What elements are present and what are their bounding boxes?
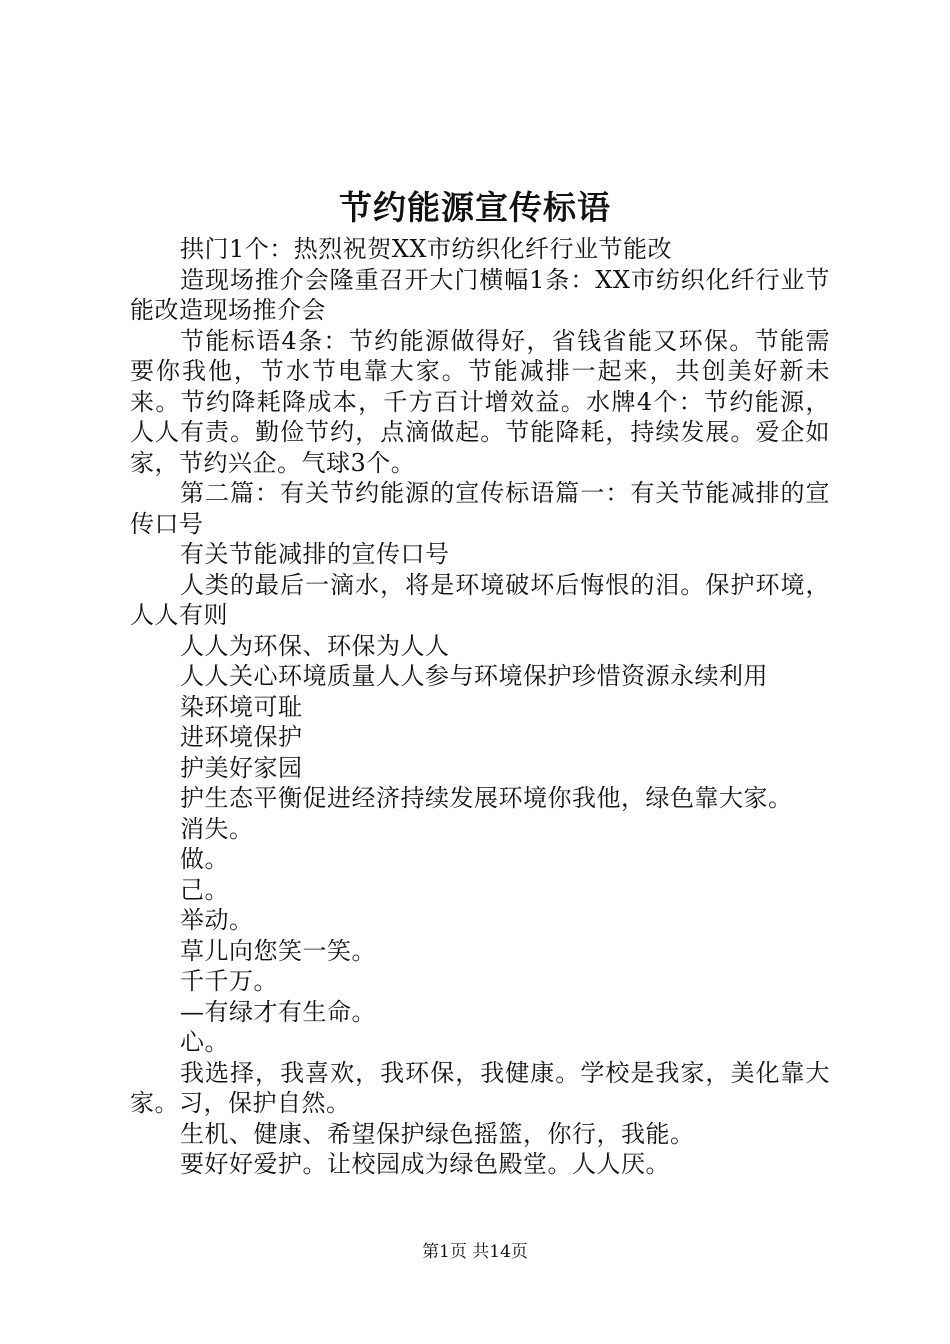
paragraph: 护生态平衡促进经济持续发展环境你我他，绿色靠大家。 (180, 784, 793, 812)
paragraph: 要好好爱护。让校园成为绿色殿堂。人人厌。 (180, 1150, 670, 1178)
paragraph: 人类的最后一滴水，将是环境破坏后悔恨的泪。保护环境，人人有则 (130, 570, 830, 629)
paragraph: 生机、健康、希望保护绿色摇篮，你行，我能。 (180, 1119, 695, 1148)
page-number-footer: 第1页 共14页 (422, 1242, 528, 1262)
paragraph: 举动。 (180, 906, 254, 934)
document-body (130, 234, 830, 1180)
paragraph: 心。 (180, 1028, 229, 1056)
paragraph: 千千万。 (180, 967, 278, 995)
paragraph: 消失。 (180, 814, 254, 843)
paragraph: 己。 (180, 875, 229, 904)
paragraph: 做。 (180, 845, 229, 873)
paragraph: 护美好家园 (180, 753, 303, 782)
document-title: 节约能源宣传标语 (339, 188, 611, 227)
paragraph: —有绿才有生命。 (180, 997, 376, 1026)
paragraph: 第二篇：有关节约能源的宣传标语篇一：有关节能减排的宣传口号 (130, 479, 830, 538)
paragraph: 节能标语4条：节约能源做得好，省钱省能又环保。节能需要你我他，节水节电靠大家。节能减排一起来，共创美好新未来。节约降耗降成本，千方百计增效益。水牌4个：节约能源，人人有责。勤俭节约，点滴做起。节能降耗，持续发展。爱企如家，节约兴企。气球3个。 (130, 326, 830, 477)
paragraph: 草儿向您笑一笑。 (180, 936, 376, 965)
paragraph: 有关节能减排的宣传口号 (180, 540, 450, 568)
paragraph: 造现场推介会隆重召开大门横幅1条：XX市纺织化纤行业节能改造现场推介会 (130, 265, 830, 324)
paragraph: 染环境可耻 (180, 692, 303, 721)
paragraph: 我选择，我喜欢，我环保，我健康。学校是我家，美化靠大家。习，保护自然。 (130, 1058, 830, 1117)
paragraph: 人人为环保、环保为人人 (180, 631, 450, 660)
paragraph: 进环境保护 (180, 723, 303, 751)
paragraph: 人人关心环境质量人人参与环境保护珍惜资源永续利用 (180, 662, 768, 690)
paragraph: 拱门1个：热烈祝贺XX市纺织化纤行业节能改 (180, 235, 672, 263)
